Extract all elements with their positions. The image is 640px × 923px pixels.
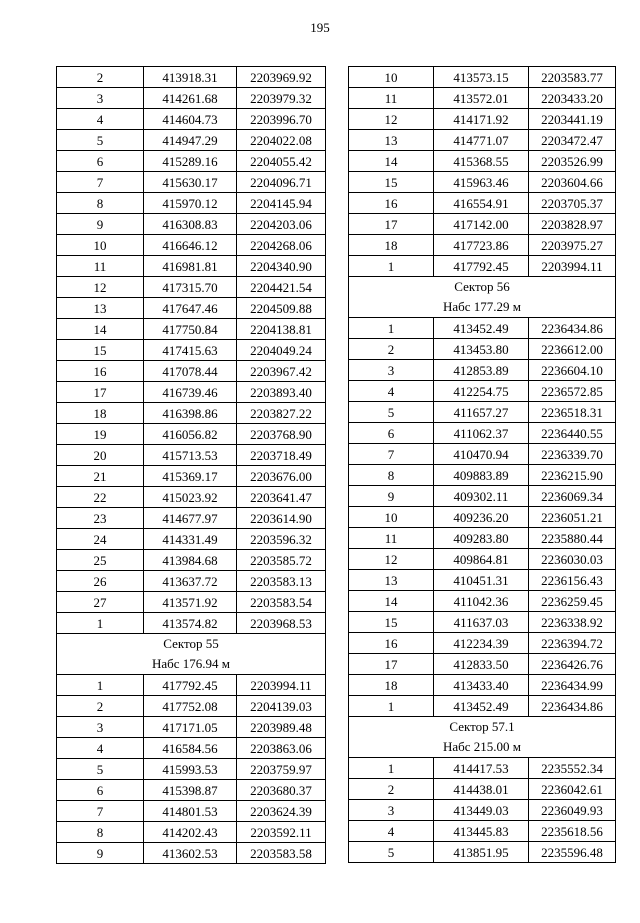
table-row xyxy=(57,445,326,466)
y-coordinate-cell: 2204096.71 xyxy=(237,172,326,193)
point-number-cell: 1 xyxy=(349,256,434,277)
y-coordinate-cell: 2236051.21 xyxy=(529,507,616,528)
table-row xyxy=(57,738,326,759)
table-row xyxy=(57,319,326,340)
table-row xyxy=(57,508,326,529)
point-number-cell: 8 xyxy=(57,822,144,843)
point-number-cell: 12 xyxy=(349,549,434,570)
table-row xyxy=(57,696,326,717)
table-row xyxy=(349,591,616,612)
point-number-cell: 6 xyxy=(57,780,144,801)
point-number-cell: 7 xyxy=(57,172,144,193)
point-number-cell: 1 xyxy=(349,318,434,339)
table-row xyxy=(57,550,326,571)
table-row xyxy=(349,507,616,528)
table-row xyxy=(349,821,616,842)
x-coordinate-cell: 413574.82 xyxy=(143,613,236,634)
y-coordinate-cell: 2236042.61 xyxy=(529,779,616,800)
point-number-cell: 16 xyxy=(57,361,144,382)
y-coordinate-cell: 2236049.93 xyxy=(529,800,616,821)
table-row xyxy=(349,130,616,151)
table-row xyxy=(57,780,326,801)
table-row xyxy=(349,214,616,235)
point-number-cell: 5 xyxy=(57,130,144,151)
y-coordinate-cell: 2203705.37 xyxy=(529,193,616,214)
point-number-cell: 19 xyxy=(57,424,144,445)
y-coordinate-cell: 2236612.00 xyxy=(529,339,616,360)
x-coordinate-cell: 414604.73 xyxy=(143,109,236,130)
y-coordinate-cell: 2203994.11 xyxy=(237,675,326,696)
point-number-cell: 11 xyxy=(349,88,434,109)
y-coordinate-cell: 2236339.70 xyxy=(529,444,616,465)
point-number-cell: 3 xyxy=(349,360,434,381)
x-coordinate-cell: 413573.15 xyxy=(433,67,528,88)
table-row xyxy=(57,382,326,403)
point-number-cell: 12 xyxy=(57,277,144,298)
x-coordinate-cell: 413449.03 xyxy=(433,800,528,821)
y-coordinate-cell: 2204139.03 xyxy=(237,696,326,717)
sector-header-row xyxy=(57,634,326,675)
point-number-cell: 1 xyxy=(57,675,144,696)
point-number-cell: 3 xyxy=(57,717,144,738)
y-coordinate-cell: 2203441.19 xyxy=(529,109,616,130)
y-coordinate-cell: 2235618.56 xyxy=(529,821,616,842)
sector-header-row xyxy=(349,717,616,758)
point-number-cell: 10 xyxy=(349,67,434,88)
y-coordinate-cell: 2235880.44 xyxy=(529,528,616,549)
x-coordinate-cell: 409302.11 xyxy=(433,486,528,507)
x-coordinate-cell: 413571.92 xyxy=(143,592,236,613)
point-number-cell: 18 xyxy=(349,675,434,696)
y-coordinate-cell: 2203604.66 xyxy=(529,172,616,193)
y-coordinate-cell: 2203718.49 xyxy=(237,445,326,466)
x-coordinate-cell: 417142.00 xyxy=(433,214,528,235)
point-number-cell: 8 xyxy=(349,465,434,486)
x-coordinate-cell: 416739.46 xyxy=(143,382,236,403)
x-coordinate-cell: 415630.17 xyxy=(143,172,236,193)
x-coordinate-cell: 416398.86 xyxy=(143,403,236,424)
x-coordinate-cell: 414261.68 xyxy=(143,88,236,109)
x-coordinate-cell: 411062.37 xyxy=(433,423,528,444)
sector-title: Сектор 57.1 xyxy=(449,719,515,734)
point-number-cell: 9 xyxy=(349,486,434,507)
point-number-cell: 4 xyxy=(349,821,434,842)
x-coordinate-cell: 417647.46 xyxy=(143,298,236,319)
table-row xyxy=(349,486,616,507)
table-row xyxy=(349,151,616,172)
table-row xyxy=(349,109,616,130)
point-number-cell: 13 xyxy=(349,570,434,591)
table-row xyxy=(349,800,616,821)
table-row xyxy=(57,88,326,109)
x-coordinate-cell: 411637.03 xyxy=(433,612,528,633)
x-coordinate-cell: 415289.16 xyxy=(143,151,236,172)
y-coordinate-cell: 2236426.76 xyxy=(529,654,616,675)
x-coordinate-cell: 417792.45 xyxy=(433,256,528,277)
x-coordinate-cell: 412833.50 xyxy=(433,654,528,675)
y-coordinate-cell: 2203614.90 xyxy=(237,508,326,529)
x-coordinate-cell: 415368.55 xyxy=(433,151,528,172)
table-row xyxy=(57,801,326,822)
y-coordinate-cell: 2203676.00 xyxy=(237,466,326,487)
point-number-cell: 4 xyxy=(57,109,144,130)
x-coordinate-cell: 409283.80 xyxy=(433,528,528,549)
table-row xyxy=(57,675,326,696)
y-coordinate-cell: 2203828.97 xyxy=(529,214,616,235)
y-coordinate-cell: 2236434.86 xyxy=(529,318,616,339)
point-number-cell: 10 xyxy=(349,507,434,528)
table-row xyxy=(57,67,326,88)
table-row xyxy=(349,654,616,675)
x-coordinate-cell: 414331.49 xyxy=(143,529,236,550)
page-number: 195 xyxy=(310,20,330,35)
table-row xyxy=(349,172,616,193)
sector-header-cell xyxy=(349,717,616,758)
x-coordinate-cell: 412254.75 xyxy=(433,381,528,402)
x-coordinate-cell: 414947.29 xyxy=(143,130,236,151)
table-row xyxy=(349,842,616,863)
x-coordinate-cell: 413453.80 xyxy=(433,339,528,360)
y-coordinate-cell: 2204340.90 xyxy=(237,256,326,277)
x-coordinate-cell: 411657.27 xyxy=(433,402,528,423)
table-row xyxy=(57,361,326,382)
table-row xyxy=(57,822,326,843)
y-coordinate-cell: 2204055.42 xyxy=(237,151,326,172)
y-coordinate-cell: 2203989.48 xyxy=(237,717,326,738)
y-coordinate-cell: 2203624.39 xyxy=(237,801,326,822)
table-row xyxy=(57,843,326,864)
x-coordinate-cell: 410451.31 xyxy=(433,570,528,591)
x-coordinate-cell: 416308.83 xyxy=(143,214,236,235)
x-coordinate-cell: 417752.08 xyxy=(143,696,236,717)
table-row xyxy=(57,172,326,193)
table-row xyxy=(349,675,616,696)
x-coordinate-cell: 417415.63 xyxy=(143,340,236,361)
table-row xyxy=(57,235,326,256)
y-coordinate-cell: 2203583.77 xyxy=(529,67,616,88)
sector-title: Сектор 55 xyxy=(163,636,219,651)
point-number-cell: 5 xyxy=(349,402,434,423)
point-number-cell: 26 xyxy=(57,571,144,592)
x-coordinate-cell: 414202.43 xyxy=(143,822,236,843)
point-number-cell: 15 xyxy=(57,340,144,361)
point-number-cell: 17 xyxy=(57,382,144,403)
x-coordinate-cell: 413452.49 xyxy=(433,696,528,717)
y-coordinate-cell: 2203583.58 xyxy=(237,843,326,864)
point-number-cell: 21 xyxy=(57,466,144,487)
point-number-cell: 14 xyxy=(349,151,434,172)
point-number-cell: 7 xyxy=(349,444,434,465)
x-coordinate-cell: 415369.17 xyxy=(143,466,236,487)
y-coordinate-cell: 2203968.53 xyxy=(237,613,326,634)
table-row xyxy=(57,193,326,214)
table-row xyxy=(57,298,326,319)
point-number-cell: 2 xyxy=(349,779,434,800)
y-coordinate-cell: 2203641.47 xyxy=(237,487,326,508)
y-coordinate-cell: 2204138.81 xyxy=(237,319,326,340)
sector-elevation: Набс 177.29 м xyxy=(442,299,522,314)
point-number-cell: 5 xyxy=(349,842,434,863)
sector-header-row xyxy=(349,277,616,318)
point-number-cell: 22 xyxy=(57,487,144,508)
y-coordinate-cell: 2236030.03 xyxy=(529,549,616,570)
point-number-cell: 4 xyxy=(349,381,434,402)
x-coordinate-cell: 416646.12 xyxy=(143,235,236,256)
table-row xyxy=(349,193,616,214)
y-coordinate-cell: 2236604.10 xyxy=(529,360,616,381)
point-number-cell: 13 xyxy=(349,130,434,151)
point-number-cell: 16 xyxy=(349,633,434,654)
table-row xyxy=(349,235,616,256)
y-coordinate-cell: 2203967.42 xyxy=(237,361,326,382)
sector-elevation: Набс 176.94 м xyxy=(151,656,231,671)
point-number-cell: 3 xyxy=(349,800,434,821)
x-coordinate-cell: 416981.81 xyxy=(143,256,236,277)
sector-header-cell xyxy=(57,634,326,675)
table-row xyxy=(57,613,326,634)
table-row xyxy=(57,424,326,445)
x-coordinate-cell: 413445.83 xyxy=(433,821,528,842)
table-row xyxy=(349,633,616,654)
y-coordinate-cell: 2203893.40 xyxy=(237,382,326,403)
table-row xyxy=(57,487,326,508)
x-coordinate-cell: 415963.46 xyxy=(433,172,528,193)
y-coordinate-cell: 2203583.13 xyxy=(237,571,326,592)
point-number-cell: 15 xyxy=(349,612,434,633)
table-row xyxy=(349,528,616,549)
table-row xyxy=(349,423,616,444)
y-coordinate-cell: 2236394.72 xyxy=(529,633,616,654)
x-coordinate-cell: 414417.53 xyxy=(433,758,528,779)
point-number-cell: 25 xyxy=(57,550,144,571)
y-coordinate-cell: 2236338.92 xyxy=(529,612,616,633)
y-coordinate-cell: 2236518.31 xyxy=(529,402,616,423)
y-coordinate-cell: 2203768.90 xyxy=(237,424,326,445)
x-coordinate-cell: 411042.36 xyxy=(433,591,528,612)
x-coordinate-cell: 413918.31 xyxy=(143,67,236,88)
y-coordinate-cell: 2236259.45 xyxy=(529,591,616,612)
table-row xyxy=(57,214,326,235)
x-coordinate-cell: 409864.81 xyxy=(433,549,528,570)
table-row xyxy=(57,130,326,151)
x-coordinate-cell: 417792.45 xyxy=(143,675,236,696)
point-number-cell: 18 xyxy=(57,403,144,424)
x-coordinate-cell: 413851.95 xyxy=(433,842,528,863)
y-coordinate-cell: 2203592.11 xyxy=(237,822,326,843)
y-coordinate-cell: 2203596.32 xyxy=(237,529,326,550)
x-coordinate-cell: 416056.82 xyxy=(143,424,236,445)
y-coordinate-cell: 2236440.55 xyxy=(529,423,616,444)
point-number-cell: 8 xyxy=(57,193,144,214)
point-number-cell: 20 xyxy=(57,445,144,466)
point-number-cell: 14 xyxy=(349,591,434,612)
table-row xyxy=(57,151,326,172)
y-coordinate-cell: 2203996.70 xyxy=(237,109,326,130)
y-coordinate-cell: 2203585.72 xyxy=(237,550,326,571)
table-row xyxy=(57,277,326,298)
table-row xyxy=(57,340,326,361)
x-coordinate-cell: 417315.70 xyxy=(143,277,236,298)
y-coordinate-cell: 2236156.43 xyxy=(529,570,616,591)
point-number-cell: 6 xyxy=(57,151,144,172)
x-coordinate-cell: 413572.01 xyxy=(433,88,528,109)
y-coordinate-cell: 2203979.32 xyxy=(237,88,326,109)
point-number-cell: 7 xyxy=(57,801,144,822)
table-row xyxy=(349,256,616,277)
point-number-cell: 1 xyxy=(349,696,434,717)
table-row xyxy=(57,466,326,487)
table-row xyxy=(349,758,616,779)
x-coordinate-cell: 416554.91 xyxy=(433,193,528,214)
point-number-cell: 9 xyxy=(57,214,144,235)
table-row xyxy=(57,571,326,592)
x-coordinate-cell: 416584.56 xyxy=(143,738,236,759)
table-row xyxy=(57,717,326,738)
y-coordinate-cell: 2204509.88 xyxy=(237,298,326,319)
x-coordinate-cell: 415398.87 xyxy=(143,780,236,801)
x-coordinate-cell: 414771.07 xyxy=(433,130,528,151)
point-number-cell: 2 xyxy=(57,696,144,717)
x-coordinate-cell: 417171.05 xyxy=(143,717,236,738)
y-coordinate-cell: 2204268.06 xyxy=(237,235,326,256)
x-coordinate-cell: 410470.94 xyxy=(433,444,528,465)
left-coordinates-table xyxy=(56,66,326,864)
table-row xyxy=(349,67,616,88)
x-coordinate-cell: 415023.92 xyxy=(143,487,236,508)
point-number-cell: 27 xyxy=(57,592,144,613)
point-number-cell: 10 xyxy=(57,235,144,256)
y-coordinate-cell: 2203975.27 xyxy=(529,235,616,256)
x-coordinate-cell: 415993.53 xyxy=(143,759,236,780)
x-coordinate-cell: 414677.97 xyxy=(143,508,236,529)
point-number-cell: 12 xyxy=(349,109,434,130)
x-coordinate-cell: 414438.01 xyxy=(433,779,528,800)
right-coordinates-table xyxy=(348,66,616,863)
y-coordinate-cell: 2204022.08 xyxy=(237,130,326,151)
point-number-cell: 11 xyxy=(57,256,144,277)
y-coordinate-cell: 2235552.34 xyxy=(529,758,616,779)
point-number-cell: 11 xyxy=(349,528,434,549)
point-number-cell: 14 xyxy=(57,319,144,340)
table-row xyxy=(57,403,326,424)
table-row xyxy=(349,444,616,465)
y-coordinate-cell: 2236434.86 xyxy=(529,696,616,717)
table-row xyxy=(57,256,326,277)
point-number-cell: 18 xyxy=(349,235,434,256)
x-coordinate-cell: 413433.40 xyxy=(433,675,528,696)
table-row xyxy=(349,549,616,570)
point-number-cell: 1 xyxy=(57,613,144,634)
point-number-cell: 17 xyxy=(349,654,434,675)
table-row xyxy=(57,592,326,613)
y-coordinate-cell: 2203863.06 xyxy=(237,738,326,759)
point-number-cell: 2 xyxy=(57,67,144,88)
table-row xyxy=(349,465,616,486)
table-row xyxy=(349,339,616,360)
table-row xyxy=(349,360,616,381)
y-coordinate-cell: 2203472.47 xyxy=(529,130,616,151)
y-coordinate-cell: 2236215.90 xyxy=(529,465,616,486)
point-number-cell: 23 xyxy=(57,508,144,529)
point-number-cell: 16 xyxy=(349,193,434,214)
x-coordinate-cell: 417750.84 xyxy=(143,319,236,340)
table-row xyxy=(349,318,616,339)
table-row xyxy=(57,529,326,550)
table-row xyxy=(349,402,616,423)
point-number-cell: 6 xyxy=(349,423,434,444)
table-row xyxy=(57,759,326,780)
point-number-cell: 3 xyxy=(57,88,144,109)
point-number-cell: 24 xyxy=(57,529,144,550)
table-row xyxy=(349,88,616,109)
sector-header-cell xyxy=(349,277,616,318)
y-coordinate-cell: 2203969.92 xyxy=(237,67,326,88)
y-coordinate-cell: 2204145.94 xyxy=(237,193,326,214)
y-coordinate-cell: 2235596.48 xyxy=(529,842,616,863)
table-row xyxy=(349,570,616,591)
table-row xyxy=(349,779,616,800)
x-coordinate-cell: 415713.53 xyxy=(143,445,236,466)
point-number-cell: 2 xyxy=(349,339,434,360)
point-number-cell: 13 xyxy=(57,298,144,319)
point-number-cell: 9 xyxy=(57,843,144,864)
y-coordinate-cell: 2203827.22 xyxy=(237,403,326,424)
table-row xyxy=(349,612,616,633)
x-coordinate-cell: 413452.49 xyxy=(433,318,528,339)
x-coordinate-cell: 417078.44 xyxy=(143,361,236,382)
y-coordinate-cell: 2203583.54 xyxy=(237,592,326,613)
point-number-cell: 15 xyxy=(349,172,434,193)
table-row xyxy=(57,109,326,130)
y-coordinate-cell: 2203433.20 xyxy=(529,88,616,109)
x-coordinate-cell: 412853.89 xyxy=(433,360,528,381)
sector-elevation: Набс 215.00 м xyxy=(442,739,522,754)
x-coordinate-cell: 414171.92 xyxy=(433,109,528,130)
y-coordinate-cell: 2236572.85 xyxy=(529,381,616,402)
x-coordinate-cell: 413637.72 xyxy=(143,571,236,592)
x-coordinate-cell: 414801.53 xyxy=(143,801,236,822)
x-coordinate-cell: 413984.68 xyxy=(143,550,236,571)
point-number-cell: 17 xyxy=(349,214,434,235)
y-coordinate-cell: 2236069.34 xyxy=(529,486,616,507)
x-coordinate-cell: 417723.86 xyxy=(433,235,528,256)
y-coordinate-cell: 2204421.54 xyxy=(237,277,326,298)
y-coordinate-cell: 2203680.37 xyxy=(237,780,326,801)
point-number-cell: 4 xyxy=(57,738,144,759)
x-coordinate-cell: 409236.20 xyxy=(433,507,528,528)
x-coordinate-cell: 415970.12 xyxy=(143,193,236,214)
y-coordinate-cell: 2204203.06 xyxy=(237,214,326,235)
y-coordinate-cell: 2204049.24 xyxy=(237,340,326,361)
x-coordinate-cell: 413602.53 xyxy=(143,843,236,864)
y-coordinate-cell: 2203526.99 xyxy=(529,151,616,172)
point-number-cell: 5 xyxy=(57,759,144,780)
point-number-cell: 1 xyxy=(349,758,434,779)
y-coordinate-cell: 2203994.11 xyxy=(529,256,616,277)
table-row xyxy=(349,696,616,717)
y-coordinate-cell: 2236434.99 xyxy=(529,675,616,696)
table-row xyxy=(349,381,616,402)
x-coordinate-cell: 409883.89 xyxy=(433,465,528,486)
x-coordinate-cell: 412234.39 xyxy=(433,633,528,654)
sector-title: Сектор 56 xyxy=(454,279,510,294)
y-coordinate-cell: 2203759.97 xyxy=(237,759,326,780)
